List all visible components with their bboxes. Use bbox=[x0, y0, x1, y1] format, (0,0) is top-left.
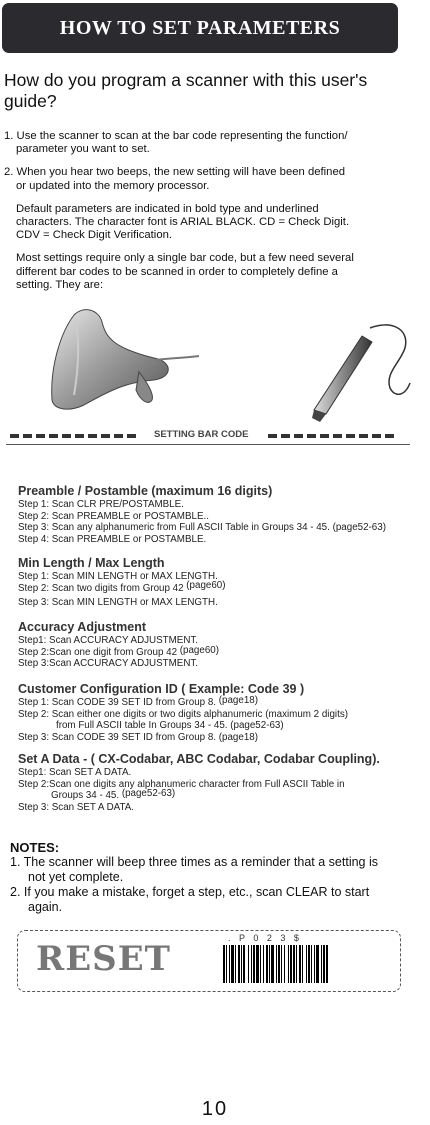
separator-dash bbox=[88, 434, 97, 438]
step-line bbox=[18, 790, 428, 802]
defaults-paragraph-line-2: characters. The character font is ARIAL BLACK. CD = Check Digit. bbox=[16, 216, 350, 229]
section-title: Set A Data - ( CX-Codabar, ABC Codabar, Codabar Coupling). bbox=[18, 752, 380, 766]
step-line bbox=[18, 732, 428, 744]
step-line: Step 3: Scan SET A DATA. bbox=[18, 801, 134, 813]
notes-title: NOTES: bbox=[10, 840, 60, 855]
intro-steps bbox=[4, 130, 424, 292]
step-line: Step1: Scan SET A DATA. bbox=[18, 767, 132, 778]
step-line bbox=[18, 522, 428, 534]
separator-dash bbox=[62, 434, 71, 438]
reset-label: RESET bbox=[36, 939, 171, 979]
defaults-paragraph-line-1: Default parameters are indicated in bold type and underlined bbox=[16, 202, 319, 215]
step-line bbox=[18, 579, 428, 595]
section-title: Accuracy Adjustment bbox=[18, 620, 147, 634]
step-line: Step 2: Scan either one digits or two digits alphanumeric (maximum 2 digits) bbox=[18, 708, 348, 720]
step-text: Groups 34 - 45. bbox=[51, 790, 120, 801]
setting-bar-code-separator bbox=[10, 429, 404, 442]
step-line: Step 3: Scan MIN LENGTH or MAX LENGTH. bbox=[18, 597, 218, 608]
page-number: 10 bbox=[201, 1098, 229, 1120]
settings-paragraph-line-1: Most settings require only a single bar code, but a few need several bbox=[16, 252, 354, 265]
step-line bbox=[18, 644, 428, 659]
step-line: Step 2: Scan PREAMBLE or POSTAMBLE.. bbox=[18, 510, 209, 522]
page-reference: (page60) bbox=[186, 579, 226, 591]
pen-scanner-image bbox=[300, 318, 420, 428]
section-min-max-length bbox=[18, 556, 428, 609]
section-set-a-data bbox=[18, 752, 428, 813]
separator-dash bbox=[333, 434, 342, 438]
step-text: Step 3: Scan CODE 39 SET ID from Group 8. bbox=[18, 731, 217, 743]
step-text: Step 3: Scan any alphanumeric from Full ASCII Table in Groups 34 - 45. bbox=[18, 522, 330, 533]
page-reference: (page52-63) bbox=[332, 522, 386, 533]
step-text: Step 2:Scan one digit from Group 42 bbox=[18, 646, 178, 658]
defaults-paragraph-line-3: CDV = Check Digit Verification. bbox=[16, 229, 173, 242]
separator-dash bbox=[114, 434, 123, 438]
separator-dash bbox=[294, 434, 303, 438]
section-preamble bbox=[18, 484, 428, 545]
separator-dash bbox=[10, 434, 19, 438]
step-line: Step 1: Scan CLR PRE/POSTAMBLE. bbox=[18, 499, 184, 510]
barcode-bar bbox=[328, 945, 329, 983]
divider bbox=[6, 444, 410, 445]
reset-barcode-card[interactable] bbox=[17, 930, 401, 992]
page-title: HOW TO SET PARAMETERS bbox=[59, 16, 341, 39]
separator-dash bbox=[346, 434, 355, 438]
page-title-banner bbox=[2, 3, 398, 53]
section-customer-configuration-id bbox=[18, 682, 428, 743]
separator-dash bbox=[49, 434, 58, 438]
handheld-scanner-image bbox=[44, 300, 224, 420]
intro-step-1b: parameter you want to set. bbox=[16, 143, 150, 156]
intro-step-2a: 2. When you hear two beeps, the new setting will have been defined bbox=[4, 166, 346, 179]
separator-dash bbox=[101, 434, 110, 438]
intro-question: How do you program a scanner with this user's guide? bbox=[4, 70, 368, 111]
intro-step-1a: 1. Use the scanner to scan at the bar code representing the function/ bbox=[4, 130, 348, 142]
separator-dash bbox=[23, 434, 32, 438]
notes-block bbox=[10, 840, 420, 915]
note-line: 1. The scanner will beep three times as a reminder that a setting is bbox=[10, 855, 379, 869]
separator-label: SETTING BAR CODE bbox=[150, 429, 252, 440]
page-reference: (page18) bbox=[218, 731, 258, 743]
step-line: Step1: Scan ACCURACY ADJUSTMENT. bbox=[18, 635, 199, 646]
intro-step-2b: or updated into the memory processor. bbox=[16, 179, 210, 192]
section-title: Preamble / Postamble (maximum 16 digits) bbox=[18, 484, 273, 498]
step-line: Step 3:Scan ACCURACY ADJUSTMENT. bbox=[18, 658, 199, 669]
section-title: Min Length / Max Length bbox=[18, 556, 165, 570]
separator-dash bbox=[372, 434, 381, 438]
settings-paragraph-line-3: setting. They are: bbox=[16, 278, 104, 291]
settings-paragraph-line-2: different bar codes to be scanned in order to completely define a bbox=[16, 265, 338, 278]
separator-dash bbox=[36, 434, 45, 438]
separator-dash bbox=[268, 434, 277, 438]
page-reference: (page52-63) bbox=[121, 788, 176, 799]
section-title: Customer Configuration ID ( Example: Code 39 ) bbox=[18, 682, 305, 696]
note-line: again. bbox=[28, 900, 63, 914]
step-line bbox=[18, 697, 428, 709]
note-line: not yet complete. bbox=[28, 870, 124, 884]
step-line: Step 1: Scan MIN LENGTH or MAX LENGTH. bbox=[18, 571, 218, 582]
separator-dash bbox=[307, 434, 316, 438]
reset-barcode[interactable] bbox=[223, 945, 389, 983]
note-line: 2. If you make a mistake, forget a step, etc., scan CLEAR to start bbox=[10, 885, 370, 899]
separator-dash bbox=[385, 434, 394, 438]
page-reference: (page60) bbox=[179, 644, 219, 656]
step-line: Step 4: Scan PREAMBLE or POSTAMBLE. bbox=[18, 533, 207, 545]
barcode-code-text: . P 0 2 3 $ bbox=[228, 933, 302, 943]
separator-dash bbox=[359, 434, 368, 438]
step-line: from Full ASCII table In Groups 34 - 45. (page52-63) bbox=[56, 720, 284, 731]
separator-dash bbox=[75, 434, 84, 438]
section-accuracy-adjustment bbox=[18, 620, 428, 670]
step-text: Step 1: Scan CODE 39 SET ID from Group 8. bbox=[18, 697, 217, 708]
separator-dash bbox=[320, 434, 329, 438]
separator-dash bbox=[281, 434, 290, 438]
step-text: Step 2: Scan two digits from Group 42 bbox=[18, 582, 184, 594]
separator-dash bbox=[127, 434, 136, 438]
page-reference: (page18) bbox=[218, 695, 258, 706]
step-line: Step 2:Scan one digits any alphanumeric character from Full ASCII Table in bbox=[18, 778, 345, 790]
